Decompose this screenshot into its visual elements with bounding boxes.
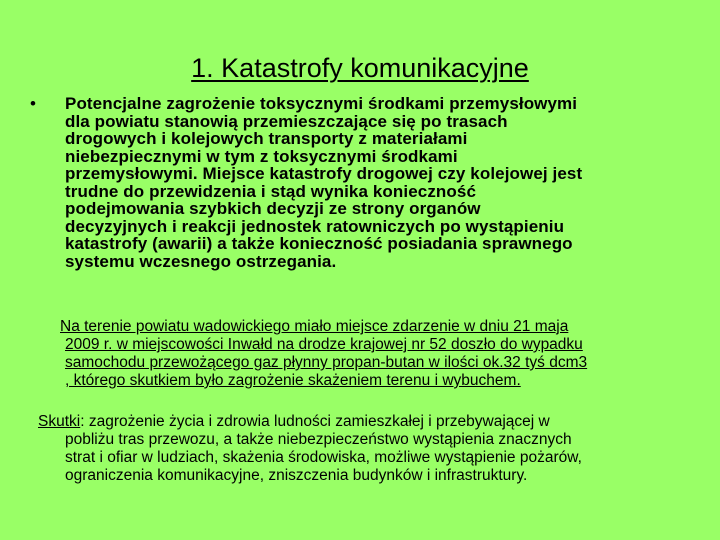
effects-line: strat i ofiar w ludziach, skażenia środowiska, możliwe wystąpienie pożarów, bbox=[65, 449, 582, 466]
effects-first-rest: : zagrożenie życia i zdrowia ludności zamieszkałej i przebywającej w bbox=[80, 413, 550, 430]
bullet-line: dla powiatu stanowią przemieszczające się po trasach bbox=[65, 111, 508, 131]
incident-line: samochodu przewożącego gaz płynny propan-butan w ilości ok.32 tyś dcm3 bbox=[65, 354, 588, 371]
incident-line: , którego skutkiem było zagrożenie skażeniem terenu i wybuchem. bbox=[65, 372, 521, 389]
incident-line: Na terenie powiatu wadowickiego miało miejsce zdarzenie w dniu 21 maja bbox=[60, 318, 569, 335]
bullet-line: drogowych i kolejowych transporty z materiałami bbox=[65, 129, 468, 148]
bullet-line: Potencjalne zagrożenie toksycznymi środkami przemysłowymi bbox=[65, 94, 578, 113]
slide-title: 1. Katastrofy komunikacyjne bbox=[191, 53, 529, 83]
bullet-text bbox=[65, 95, 710, 270]
incident-line: 2009 r. w miejscowości Inwałd na drodze krajowej nr 52 doszło do wypadku bbox=[65, 336, 583, 353]
incident-paragraph bbox=[38, 318, 718, 390]
effects-lead-label: Skutki bbox=[38, 413, 81, 430]
effects-line: pobliżu tras przewozu, a także niebezpieczeństwo wystąpienia znacznych bbox=[65, 431, 572, 448]
bullet-line: katastrofy (awarii) a także konieczność posiadania sprawnego bbox=[65, 234, 573, 253]
bullet-line: systemu wczesnego ostrzegania. bbox=[65, 251, 337, 271]
effects-paragraph bbox=[38, 413, 708, 485]
bullet-marker: • bbox=[30, 94, 36, 113]
effects-first-line bbox=[38, 413, 708, 431]
bullet-line: decyzyjnych i reakcji jednostek ratowniczych po wystąpieniu bbox=[65, 216, 565, 236]
bullet-line: niebezpiecznymi w tym z toksycznymi środkami bbox=[65, 146, 458, 166]
bullet-line: przemysłowymi. Miejsce katastrofy drogowej czy kolejowej jest bbox=[65, 164, 583, 183]
effects-line: ograniczenia komunikacyjne, zniszczenia budynków i infrastruktury. bbox=[65, 467, 528, 484]
bullet-line: trudne do przewidzenia i stąd wynika konieczność bbox=[65, 181, 476, 201]
bullet-line: podejmowania szybkich decyzji ze strony organów bbox=[65, 199, 481, 218]
bullet-paragraph bbox=[30, 95, 710, 270]
